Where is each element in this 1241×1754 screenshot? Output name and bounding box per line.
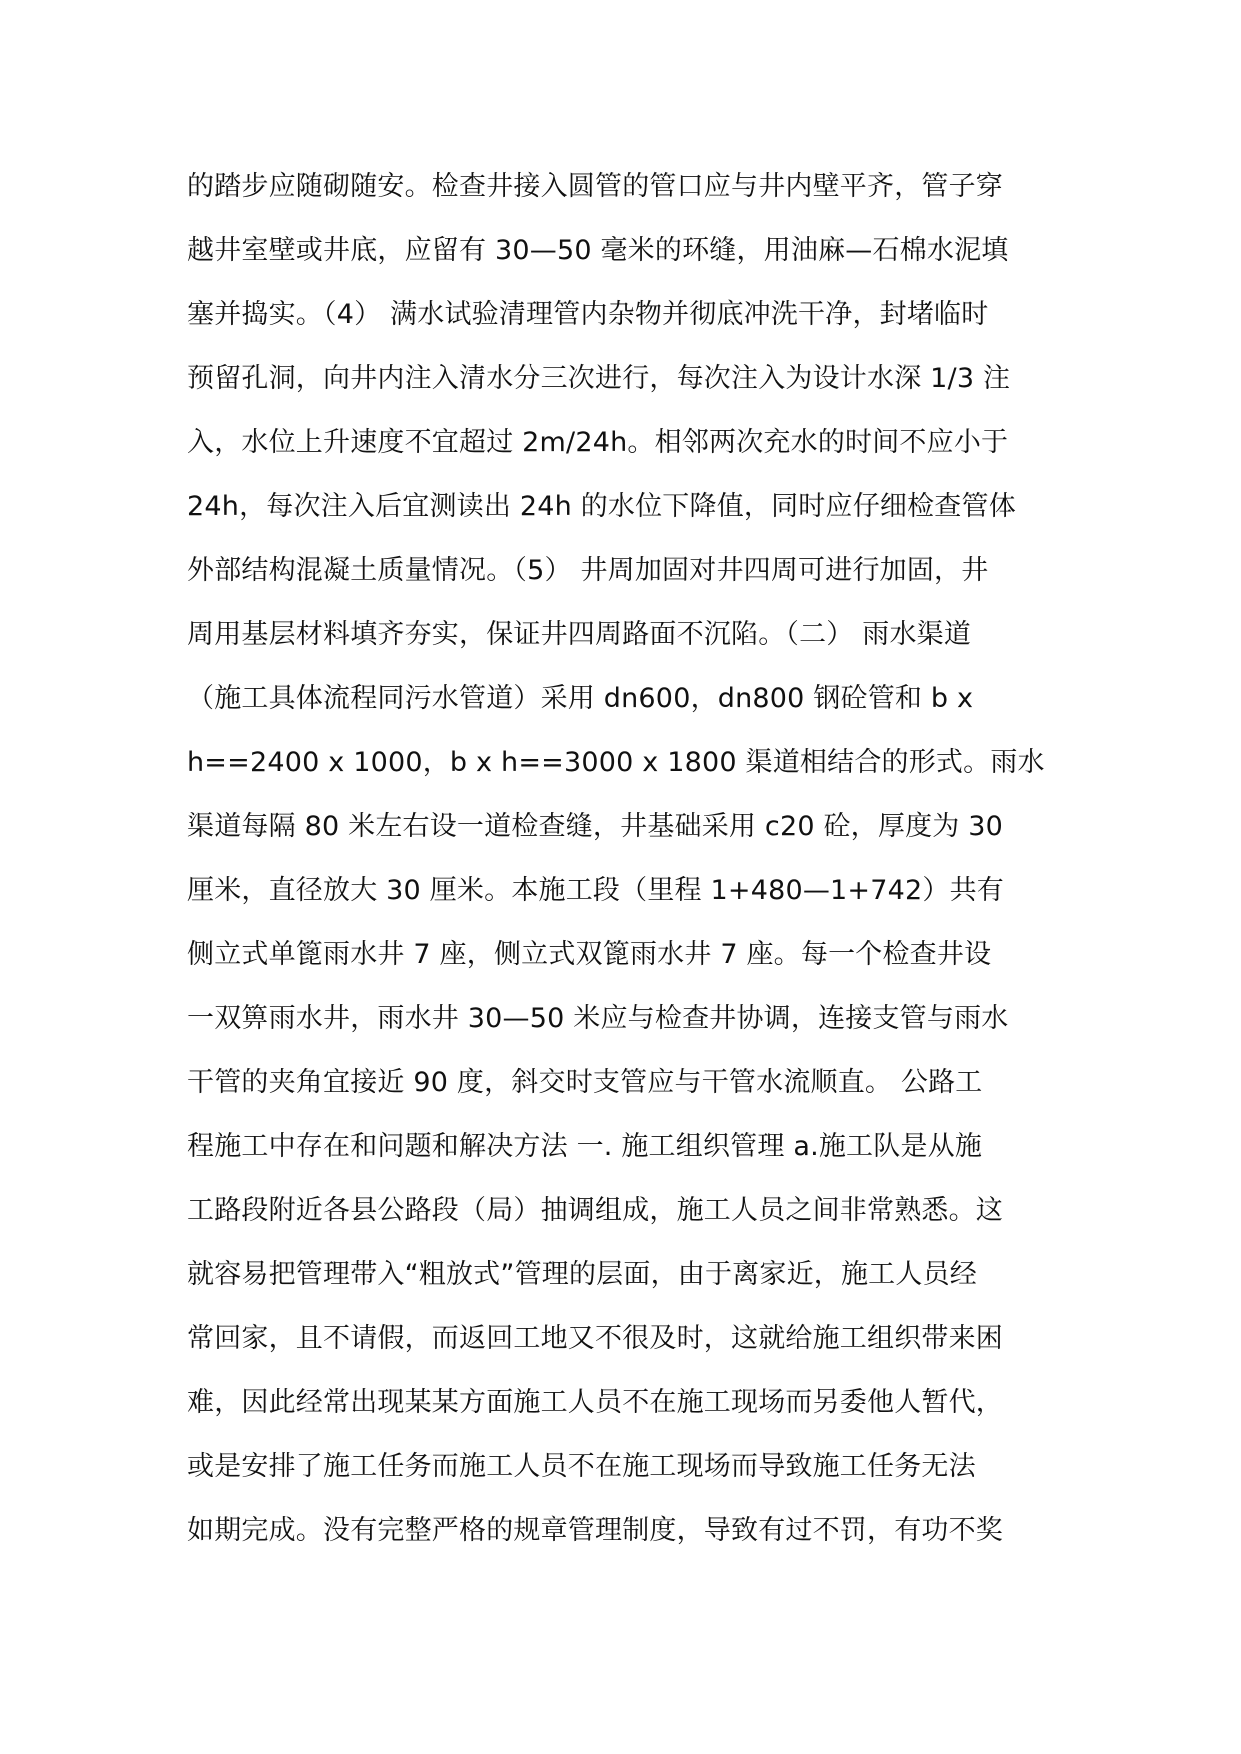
text-line: 渠道每隔 80 米左右设一道检查缝，井基础采用 c20 砼，厚度为 30 (187, 811, 1004, 842)
text-line: 程施工中存在和问题和解决方法 一. 施工组织管理 a.施工队是从施 (187, 1131, 983, 1162)
text-line: 越井室壁或井底，应留有 30—50 毫米的环缝，用油麻—石棉水泥填 (187, 235, 1009, 266)
text-line: 厘米，直径放大 30 厘米。本施工段（里程 1+480—1+742）共有 (187, 875, 1004, 906)
text-line: h==2400 x 1000，b x h==3000 x 1800 渠道相结合的形式。雨水 (187, 747, 1045, 778)
text-line: 常回家，且不请假，而返回工地又不很及时，这就给施工组织带来困 (187, 1323, 1003, 1354)
body-text (187, 155, 1067, 1563)
text-line: 侧立式单篦雨水井 7 座，侧立式双篦雨水井 7 座。每一个检查井设 (187, 939, 992, 970)
text-line: 就容易把管理带入“粗放式”管理的层面，由于离家近，施工人员经 (187, 1259, 977, 1290)
text-line: 干管的夹角宜接近 90 度，斜交时支管应与干管水流顺直。 公路工 (187, 1067, 983, 1098)
text-line: 周用基层材料填齐夯实，保证井四周路面不沉陷。（二） 雨水渠道 (187, 619, 972, 650)
text-line: 入，水位上升速度不宜超过 2m/24h。相邻两次充水的时间不应小于 (187, 427, 1009, 458)
text-line: 难，因此经常出现某某方面施工人员不在施工现场而另委他人暂代， (187, 1387, 1003, 1418)
text-line: 的踏步应随砌随安。检查井接入圆管的管口应与井内壁平齐，管子穿 (187, 171, 1003, 202)
text-line: 预留孔洞，向井内注入清水分三次进行，每次注入为设计水深 1/3 注 (187, 363, 1011, 394)
text-line: 塞并捣实。（4） 满水试验清理管内杂物并彻底冲洗干净，封堵临时 (187, 299, 989, 330)
text-line: 一双箅雨水井，雨水井 30—50 米应与检查井协调，连接支管与雨水 (187, 1003, 1009, 1034)
text-line: 或是安排了施工任务而施工人员不在施工现场而导致施工任务无法 (187, 1451, 976, 1482)
text-line: 如期完成。没有完整严格的规章管理制度，导致有过不罚，有功不奖 (187, 1515, 1003, 1546)
text-line: 外部结构混凝土质量情况。（5） 井周加固对井四周可进行加固，井 (187, 555, 989, 586)
text-line: 工路段附近各县公路段（局）抽调组成，施工人员之间非常熟悉。这 (187, 1195, 1003, 1226)
text-line: 24h，每次注入后宜测读出 24h 的水位下降值，同时应仔细检查管体 (187, 491, 1016, 522)
text-line: （施工具体流程同污水管道）采用 dn600，dn800 钢砼管和 b x (187, 683, 974, 714)
